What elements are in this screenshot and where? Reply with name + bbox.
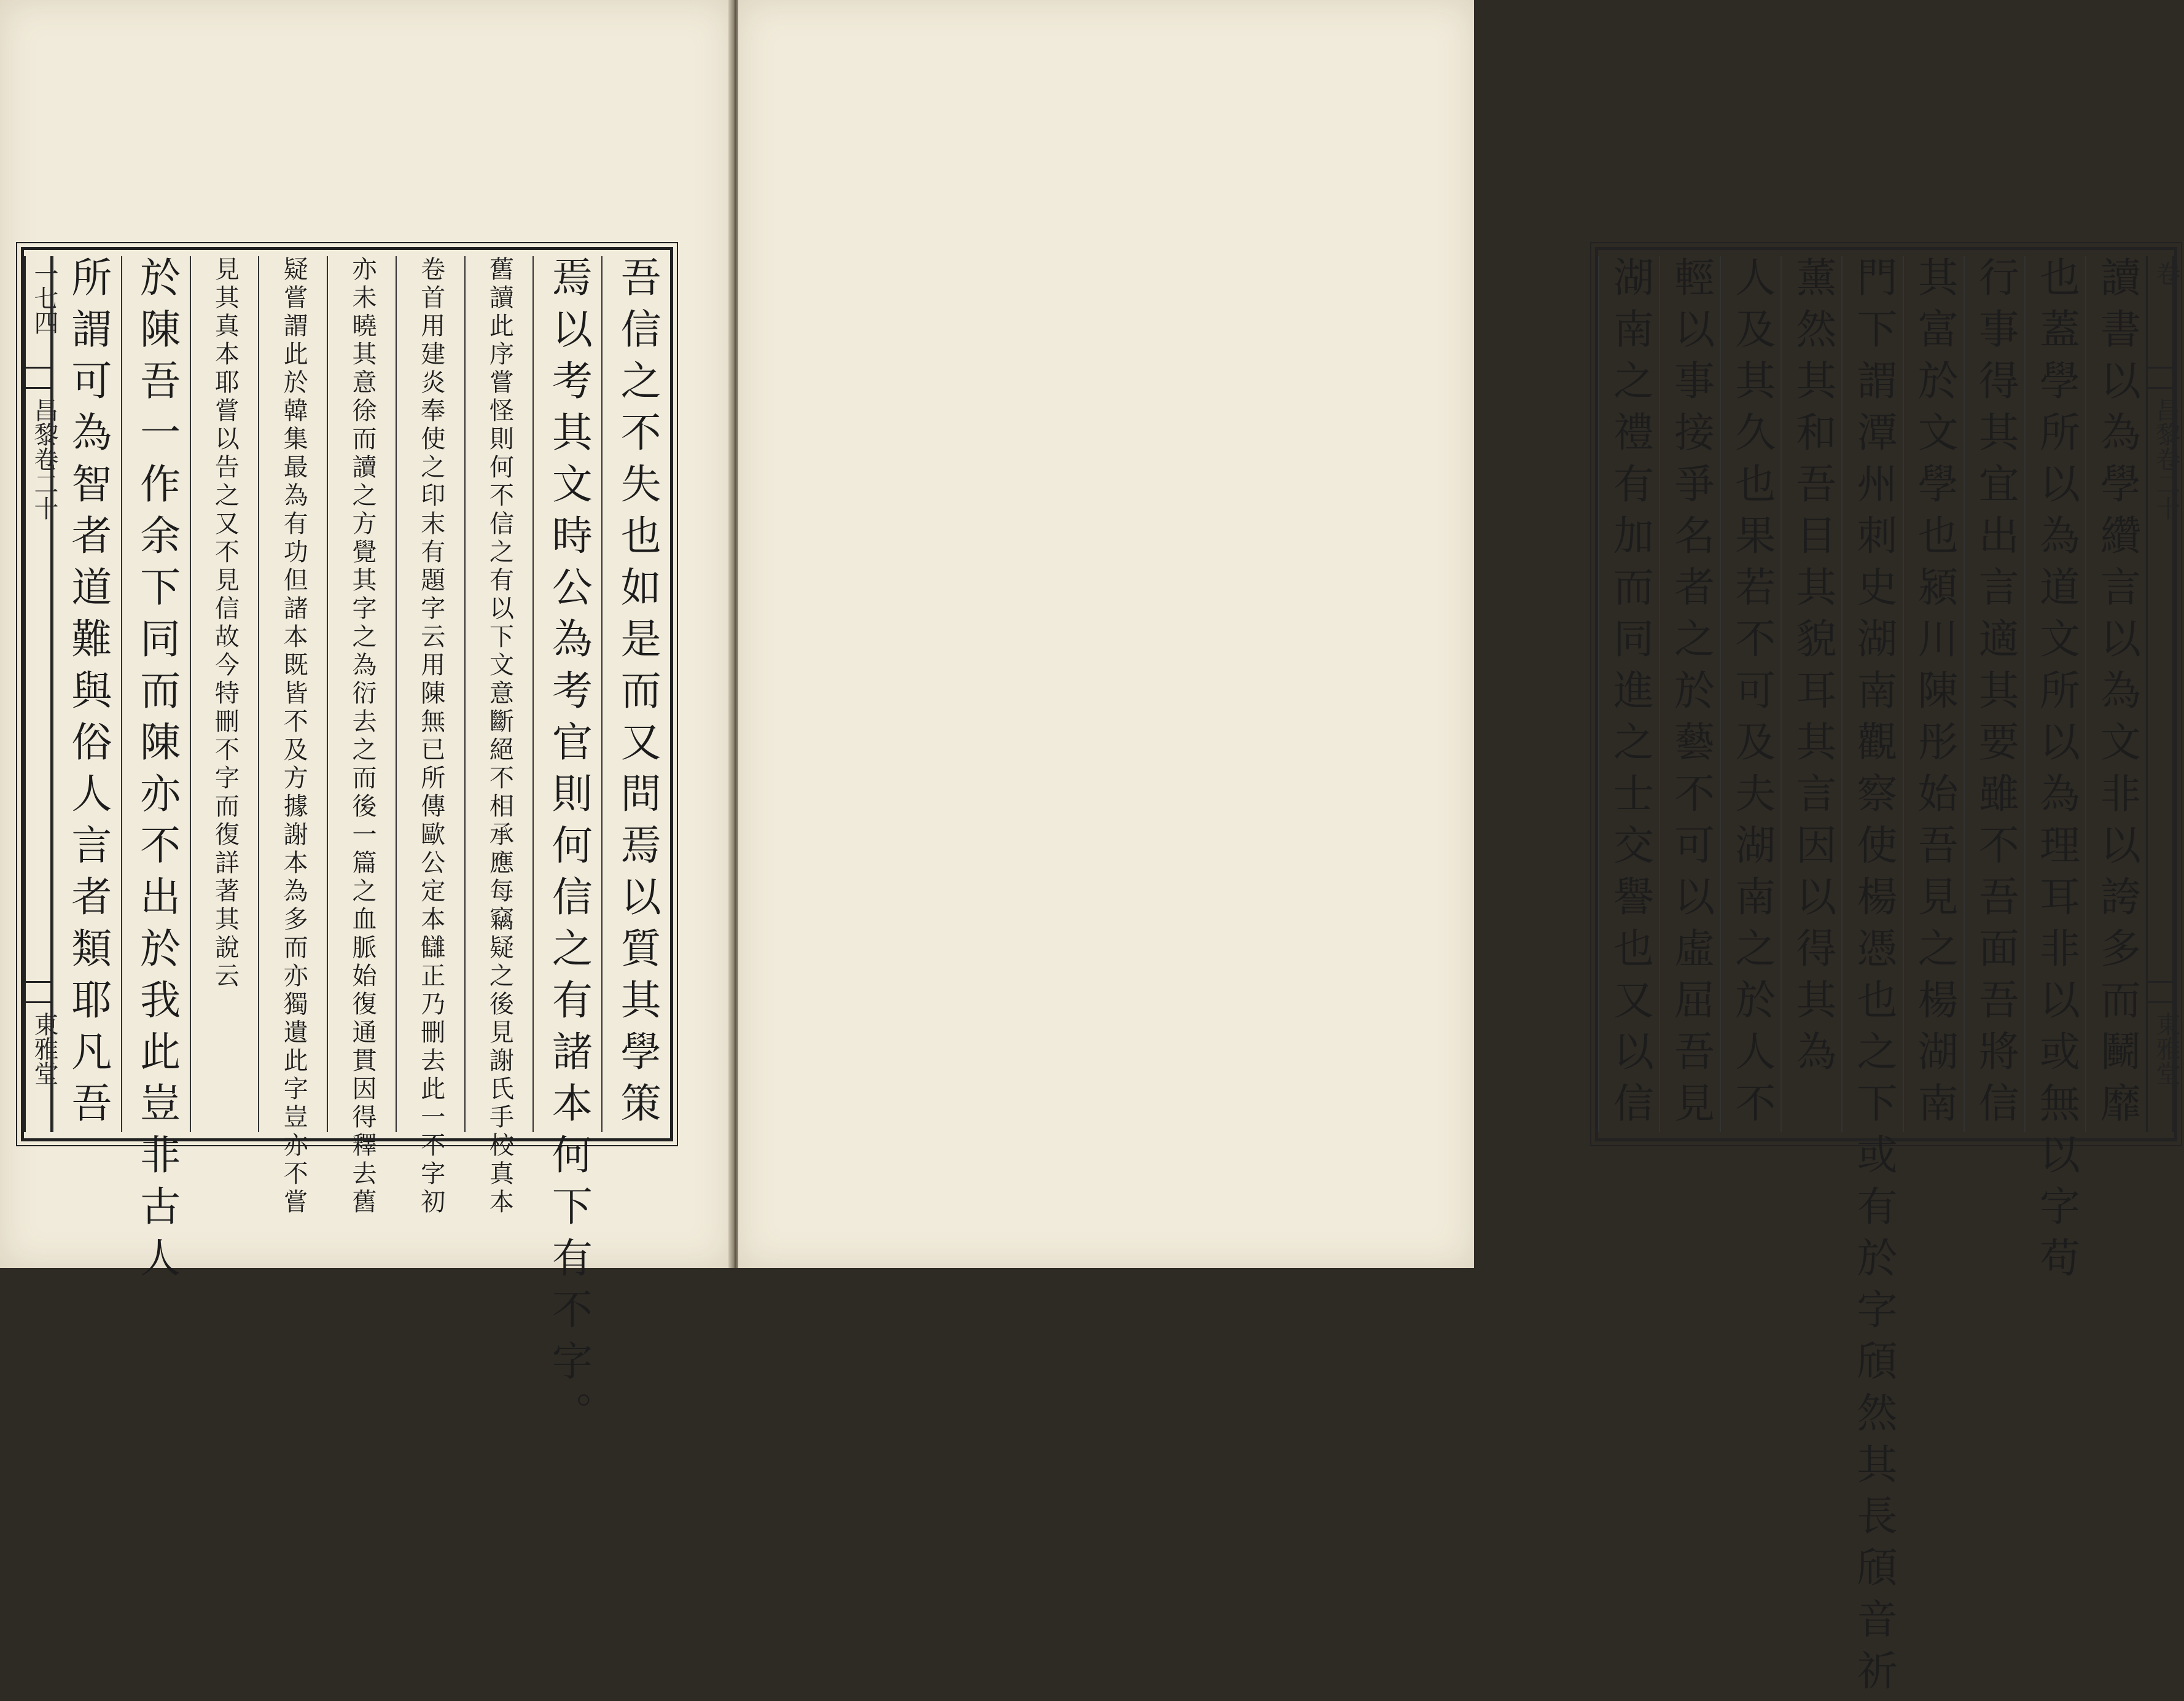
strip-top: 卷 [2152,261,2180,286]
column-text: 行事得其宜出言適其要雖不吾面吾將信 [1971,256,2019,1133]
column-text: 也蓋學所以為道文所以為理耳非以或無以字苟 [2032,256,2080,1288]
column-text: 門下謂潭州刺史湖南觀察使楊憑也之下或有於字頎然其長頎音祈 [1849,256,1897,1701]
text-column [396,256,466,1217]
strip-bottom: 東雅堂 [30,1012,58,1085]
column-text: 所謂可為智者道難與俗人言者類耶凡吾 [64,256,112,1133]
text-column [258,256,328,1217]
column-text: 薰然其和吾目其貌耳其言因以得其為 [1788,256,1836,1082]
column-text: 疑嘗謂此於韓集最為有功但諸本既皆不及方據謝本為多而亦獨遺此字豈亦不嘗 [279,256,308,1217]
strip-title: 昌黎卷二十 [30,397,58,520]
text-column [1964,256,2026,1132]
column-text: 其富於文學也潁川陳彤始吾見之楊湖南 [1911,256,1959,1133]
left-page [0,0,731,1443]
column-text: 湖南之禮有加而同進之士交譽也又以信 [1606,256,1654,1133]
strip-top: 一七四 [30,261,58,335]
column-text: 亦未曉其意徐而讀之方覺其字之為衍去之而後一篇之血脈始復通貫因得釋去舊 [348,256,376,1217]
column-text: 輕以事接爭名者之於藝不可以虛屈吾見 [1667,256,1715,1133]
column-text: 舊讀此序嘗怪則何不信之有以下文意斷絕不相承應每竊疑之後見謝氏手校真本 [485,256,514,1217]
text-column [327,256,397,1217]
text-column [532,256,603,1443]
right-page [738,0,2180,1701]
text-column [2024,256,2086,1288]
fold-center-strip [2146,256,2180,1132]
fold-center-strip [24,256,58,1132]
column-text: 焉以考其文時公為考官則何信之有諸本何下有不字。 [545,256,593,1443]
text-column [1903,256,1965,1132]
strip-bottom: 東雅堂 [2152,1012,2180,1085]
fishtail-mark [26,367,50,389]
fishtail-mark [26,981,50,1003]
text-column [464,256,534,1217]
column-text: 見其真本耶嘗以告之又不見信故今特刪不字而復詳著其說云 [211,256,240,991]
text-column [190,256,260,1132]
fishtail-mark [2148,981,2172,1003]
text-column [1780,256,1843,1132]
text-column [52,256,122,1132]
text-column [1659,256,1721,1132]
column-text: 人及其久也果若不可及夫湖南之於人不 [1728,256,1776,1133]
text-column [1598,256,1660,1132]
text-column [1720,256,1782,1132]
column-text: 卷首用建炎奉使之印末有題字云用陳無已所傳歐公定本讎正乃刪去此一不字初 [416,256,445,1217]
text-column [2085,256,2147,1132]
text-column [601,256,671,1132]
column-text: 讀書以為學纘言以為文非以誇多而鬭靡 [2093,256,2141,1133]
text-column [121,256,191,1288]
text-column [1841,256,1903,1701]
strip-title: 昌黎卷二十 [2152,397,2180,520]
column-text: 於陳吾一作余下同而陳亦不出於我此豈非古人 [133,256,181,1288]
left-text-frame [21,247,673,1443]
column-text: 吾信之不失也如是而又問焉以質其學策 [614,256,661,1133]
right-text-frame [1595,247,2180,1701]
fishtail-mark [2148,367,2172,389]
